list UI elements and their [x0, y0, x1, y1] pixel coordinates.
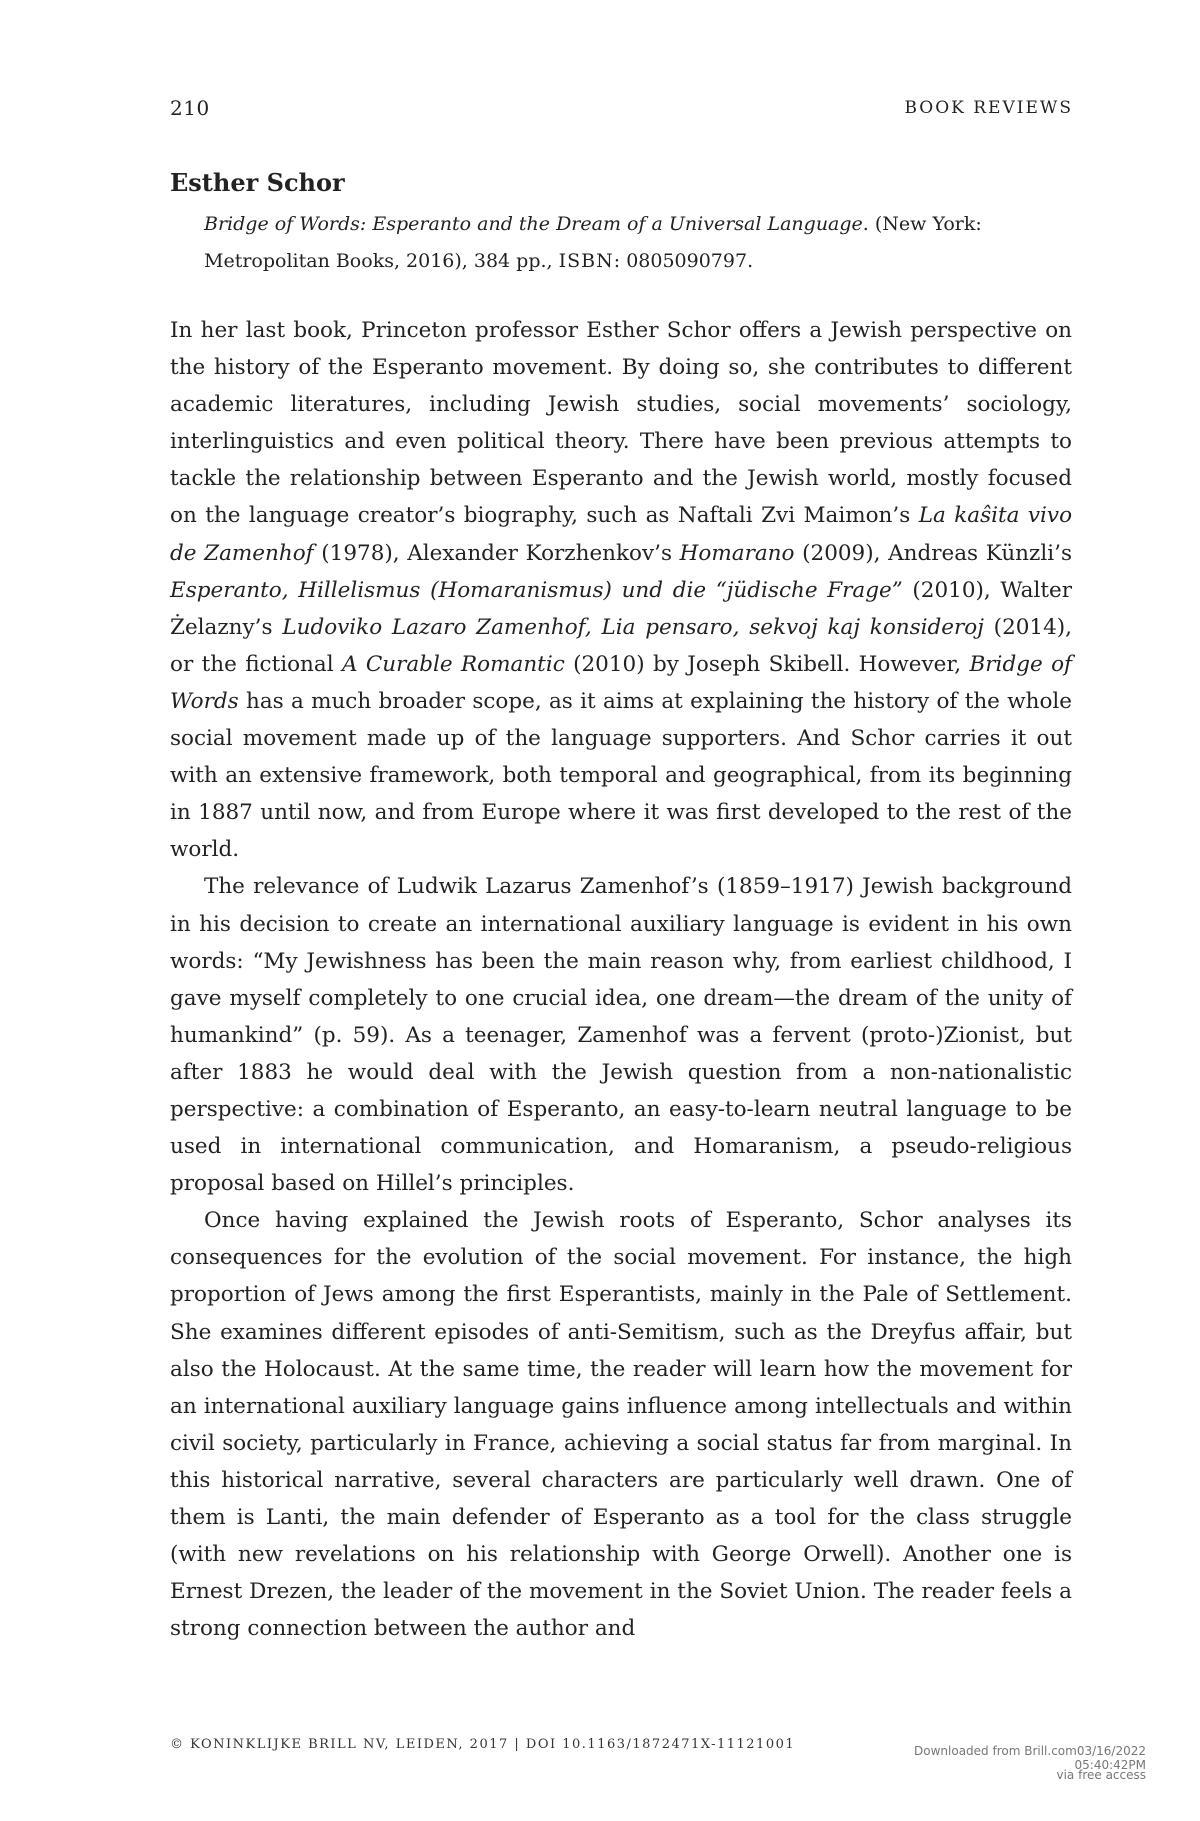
paragraph-1 [170, 312, 1072, 868]
book-title: Bridge of Words: Esperanto and the Dream of a Universal Language [204, 213, 863, 235]
text-run: (2010) by Joseph Skibell. However, [564, 651, 970, 677]
text-run: (2009), Andreas Künzli’s [794, 540, 1072, 566]
text-run: In her last book, Princeton professor Esther Schor offers a Jewish perspective on the history of the Esperanto movement. By doing so, she contributes to different academic literatures, including Jewish studies, social movements’ sociology, interlinguistics and even political theory. There have been previous attempts to tackle the relationship between Esperanto and the Jewish world, mostly focused on the language creator’s biography, such as Naftali Zvi Maimon’s [170, 318, 1072, 529]
review-body [170, 312, 1072, 1647]
copyright-footer: © KONINKLIJKE BRILL NV, LEIDEN, 2017 | DOI 10.1163/1872471X-11121001 [170, 1737, 796, 1752]
download-note: Downloaded from Brill.com03/16/2022 05:40:42PM [914, 1744, 1146, 1772]
paragraph-2: The relevance of Ludwik Lazarus Zamenhof’s (1859–1917) Jewish background in his decision to create an international auxiliary language is evident in his own words: “My Jewishness has been the main reason why, from earliest childhood, I gave myself completely to one crucial idea, one dream—the dream of the unity of humankind” (p. 59). As a teenager, Zamenhof was a fervent (proto-)Zionist, but after 1883 he would deal with the Jewish question from a non-nationalistic perspective: a combination of Esperanto, an easy-to-learn neutral language to be used in international communication, and Homaranism, a pseudo-religious proposal based on Hillel’s principles. [170, 874, 1072, 1197]
italic-title-run: Esperanto, Hillelismus (Homaranismus) und die “jüdische Frage” [170, 577, 903, 603]
isbn-label: ISBN [558, 250, 614, 272]
isbn-value: : 0805090797. [613, 250, 754, 272]
paragraph-3: Once having explained the Jewish roots of Esperanto, Schor analyses its consequences for the evolution of the social movement. For instance, the high proportion of Jews among the first Esperantists, mainly in the Pale of Settlement. She examines different episodes of anti-Semitism, such as the Dreyfus affair, but also the Holocaust. At the same time, the reader will learn how the movement for an international auxiliary language gains influence among intellectuals and within civil society, particularly in France, achieving a social status far from marginal. In this historical narrative, several characters are particularly well drawn. One of them is Lanti, the main defender of Esperanto as a tool for the class struggle (with new revelations on his relationship with George Orwell). Another one is Ernest Drezen, the leader of the movement in the Soviet Union. The reader feels a strong connection between the author and [170, 1208, 1072, 1642]
text-run: (1978), Alexander Korzhenkov’s [313, 540, 680, 566]
italic-title-run: Homarano [679, 540, 795, 566]
book-citation [204, 206, 1072, 280]
text-run: has a much broader scope, as it aims at explaining the history of the whole social movement made up of the language supporters. And Schor carries it out with an extensive framework, both temporal and geographical, from its beginning in 1887 until now, and from Europe where it was first developed to the rest of the world. [170, 688, 1072, 863]
italic-title-run: Bridge of Words [170, 651, 1072, 714]
review-author: Esther Schor [170, 168, 345, 197]
page-number: 210 [170, 96, 210, 120]
text-run: (2010), Walter Żelazny’s [170, 577, 1072, 640]
running-head: BOOK REVIEWS [904, 98, 1073, 118]
text-run: (2014), or the fictional [170, 614, 1073, 677]
publication-info: . (New York: Metropolitan Books, 2016), 384 pp., [204, 213, 982, 272]
italic-title-run: A Curable Romantic [341, 651, 565, 677]
access-note: via free access [1056, 1768, 1146, 1782]
italic-title-run: Ludoviko Lazaro Zamenhof, Lia pensaro, sekvoj kaj konsideroj [282, 614, 984, 640]
italic-title-run: La kaŝita vivo de Zamenhof [170, 503, 1073, 566]
